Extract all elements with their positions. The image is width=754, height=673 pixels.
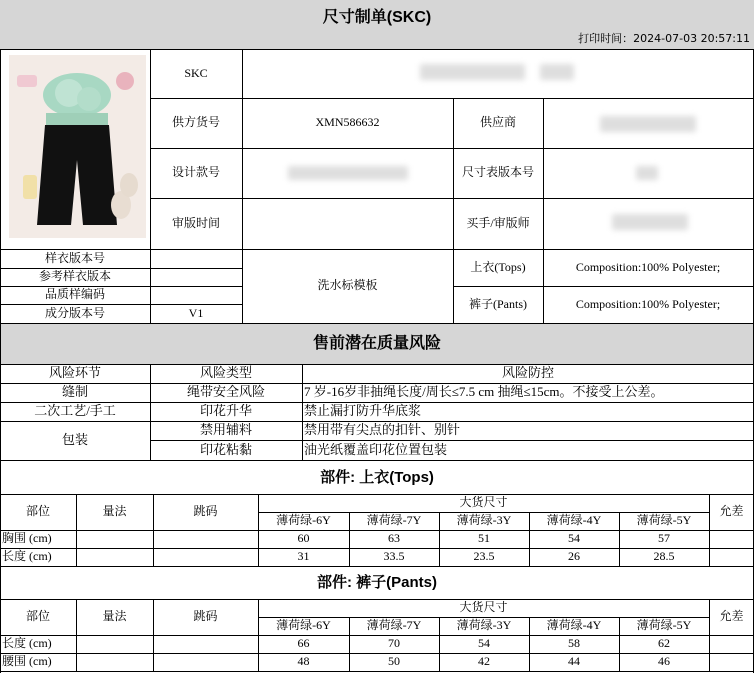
ref-sample-version-label: 参考样衣版本 [38,269,111,284]
size-chart-version-redacted [636,166,658,180]
risk-stage-pack: 包装 [61,432,88,448]
risk-stage-sewing: 缝制 [61,384,88,400]
product-photo [9,55,146,238]
buyer-label: 买手/审版师 [466,215,530,230]
tops-title: 部件: 上衣(Tops) [320,468,434,486]
pants-title: 部件: 裤子(Pants) [316,573,437,591]
tops-cell: 28.5 [653,549,675,564]
pants-col-part: 部位 [25,609,50,624]
pants-col-bulk: 大货尺寸 [459,600,508,615]
pants-row-part: 腰围 (cm) [2,654,52,669]
pants-cell: 42 [478,654,490,669]
risk-header-control: 风险防控 [501,365,554,381]
tops-size-header: 薄荷绿-6Y [276,513,331,528]
pants-size-header: 薄荷绿-6Y [276,618,331,633]
sample-version-label: 样衣版本号 [44,250,105,265]
tops-col-method: 量法 [102,504,127,519]
pants-size-header: 薄荷绿-4Y [546,618,602,633]
pants-cell: 50 [388,654,400,669]
risk-type: 禁用辅料 [199,422,252,438]
pants-cell: 54 [478,636,490,651]
risk-control: 禁用带有尖点的扣针、别针 [304,422,461,438]
risk-header-stage: 风险环节 [48,365,101,381]
tops-cell: 63 [388,531,400,546]
supplier-item-label: 供方货号 [171,115,220,130]
risk-control: 禁止漏打防升华底浆 [304,403,422,419]
tops-size-header: 薄荷绿-3Y [456,513,512,528]
tops-label: 上衣(Tops) [470,259,526,274]
design-no-label: 设计款号 [171,165,220,180]
supplier-value-redacted [600,116,696,132]
tops-size-header: 薄荷绿-5Y [636,513,692,528]
tops-row-part: 长度 (cm) [2,549,52,564]
supplier-label: 供应商 [479,115,516,130]
tops-composition: Composition:100% Polyester; [575,259,721,274]
tops-cell: 60 [297,531,310,546]
risk-type: 印花粘黏 [199,441,252,457]
tops-cell: 23.5 [473,549,495,564]
tops-cell: 54 [568,531,580,546]
risk-type: 印花升华 [199,403,252,419]
pants-col-grade: 跳码 [193,609,218,624]
page-title: 尺寸制单(SKC) [322,8,432,26]
pants-cell: 44 [568,654,580,669]
composition-version-value: V1 [188,305,204,320]
pants-cell: 58 [568,636,580,651]
tops-size-header: 薄荷绿-7Y [366,513,422,528]
pants-cell: 70 [388,636,400,651]
risk-header-type: 风险类型 [199,365,252,381]
pants-cell: 66 [297,636,310,651]
tops-col-tolerance: 允差 [719,504,744,519]
tops-cell: 57 [658,531,670,546]
design-no-redacted [288,166,408,180]
pants-composition: Composition:100% Polyester; [575,296,721,311]
pants-col-method: 量法 [102,609,127,624]
tops-row-part: 胸围 (cm) [2,531,52,546]
tops-cell: 51 [478,531,490,546]
pants-size-header: 薄荷绿-7Y [366,618,422,633]
tops-col-grade: 跳码 [193,504,218,519]
review-time-label: 审版时间 [171,215,220,230]
tops-cell: 26 [568,549,580,564]
tops-cell: 31 [297,549,310,564]
product-illustration [9,55,146,238]
skc-label: SKC [184,65,208,80]
pants-cell: 62 [658,636,670,651]
risk-type: 绳带安全风险 [186,384,265,400]
pants-row-part: 长度 (cm) [2,636,52,651]
pants-size-header: 薄荷绿-5Y [636,618,692,633]
risk-control: 7 岁-16岁非抽绳长度/周长≤7.5 cm 抽绳≤15cm。不接受上公差。 [304,384,664,400]
tops-cell: 33.5 [383,549,405,564]
tops-col-bulk: 大货尺寸 [459,495,508,510]
pants-cell: 46 [658,654,670,669]
wash-label-template: 洗水标模板 [317,278,378,293]
pants-size-header: 薄荷绿-3Y [456,618,512,633]
print-time: 打印时间：2024-07-03 20:57:11 [578,31,750,45]
risk-stage-craft: 二次工艺/手工 [34,403,116,419]
risk-control: 油光纸覆盖印花位置包装 [304,441,448,457]
skc-value-redacted [420,64,525,80]
quality-code-label: 品质样编码 [44,287,105,302]
pants-label: 裤子(Pants) [469,296,527,311]
pants-cell: 48 [297,654,310,669]
risk-title: 售前潜在质量风险 [312,334,441,352]
supplier-item-value: XMN586632 [315,115,380,130]
tops-col-part: 部位 [25,504,50,519]
size-chart-version-label: 尺寸表版本号 [461,165,534,180]
composition-version-label: 成分版本号 [44,305,105,320]
tops-size-header: 薄荷绿-4Y [546,513,602,528]
buyer-value-redacted [612,214,688,230]
pants-col-tolerance: 允差 [719,609,744,624]
